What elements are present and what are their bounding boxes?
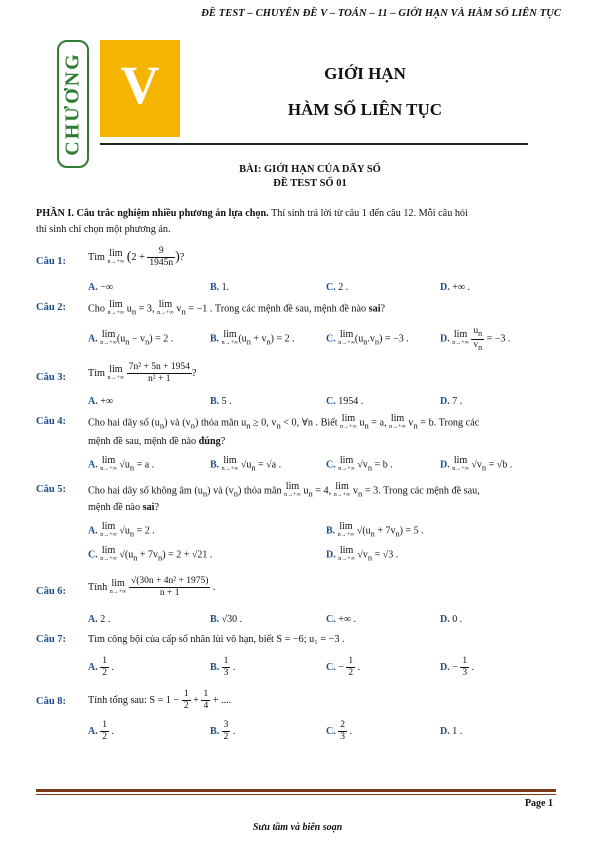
q1-opt-d[interactable]: D. +∞ . [440,282,471,293]
q8-opt-c[interactable]: C. $\frac{2}{3}$ . [326,720,352,742]
title-rule [100,143,528,145]
chapter-badge [57,40,89,168]
q5-opt-a[interactable]: A. lim n→+∞ $√u_n = 2$ . [88,521,155,539]
q2-opt-c[interactable]: C. lim n→+∞ $(u_n.v_n) = -3$ . [326,329,409,347]
q3-opt-a[interactable]: A. +∞ [88,396,114,407]
q7-text: Tìm công bội của cấp số nhân lùi vô hạn, biết S = −6; u₁ = −3 . [88,634,345,645]
q6-opt-a[interactable]: A. 2 . [88,614,111,625]
chapter-title-2: HÀM SỐ LIÊN TỤC [287,100,443,119]
page-number: Page 1 [524,798,553,809]
q5-opt-b[interactable]: B. lim n→+∞ $√(u_n + 7v_n) = 5$ . [326,521,424,539]
q2-opt-a[interactable]: A. lim n→+∞ $(u_n - v_n) = 2$ . [88,329,174,347]
q3-opt-c[interactable]: C. 1954 . [326,396,364,407]
q7-opt-b[interactable]: B. $\frac{1}{3}$ . [210,656,236,678]
q2-opt-d[interactable]: D. lim n→+∞ $\frac{u_n}{v_n}$ = −3 . [440,326,511,352]
q2-label: Câu 2: [36,302,67,313]
q8-label: Câu 8: [36,696,67,707]
q6-label: Câu 6: [36,586,67,597]
chapter-number-box [100,40,180,137]
chapter-number: V [120,55,160,115]
q4-opt-a[interactable]: A. lim n→+∞ $√u_n = a$ . [88,455,155,473]
q1-opt-c[interactable]: C. 2 . [326,282,349,293]
q3-text: Tìm lim n→+∞ $\frac{\text{7n² + 5n + 1954}}{\text{n² + 1}}$ ? [88,362,197,384]
q4-opt-b[interactable]: B. lim n→+∞ $√u_n = √a$ . [210,455,282,473]
q1-opt-b[interactable]: B. 1. [210,282,230,293]
page-header: ĐỀ TEST – CHUYÊN ĐỀ V – TOÁN – 11 – GIỚI HẠN VÀ HÀM SỐ LIÊN TỤC [201,8,561,19]
q4-line2: mệnh đề sau, mệnh đề nào đúng? [88,436,226,447]
q1-label: Câu 1: [36,256,67,267]
q1-frac: $\frac{9}{1945n}$ [149,246,174,268]
chapter-word: CHƯƠNG [61,52,84,156]
q5-line2: mệnh đề nào sai? [88,502,160,513]
q4-opt-c[interactable]: C. lim n→+∞ $√v_n = b$ . [326,455,393,473]
q1-text: Tìm lim n→+∞ (2 + $\frac{9}{1945n}$ )? [88,246,185,268]
q6-opt-d[interactable]: D. 0 . [440,614,463,625]
lesson-title: BÀI: GIỚI HẠN CỦA DÃY SỐ [239,164,381,175]
q4-opt-d[interactable]: D. lim n→+∞ $√v_n = √b$ . [440,455,513,473]
q3-opt-b[interactable]: B. 5 . [210,396,232,407]
q6-opt-c[interactable]: C. +∞ . [326,614,357,625]
q8-opt-d[interactable]: D. 1 . [440,726,463,737]
q8-text: Tính tổng sau: S = 1 − $\frac{1}{2}$ + $\frac{1}{4}$ + .... [88,689,232,711]
q1-lim: lim n→+∞ [107,247,125,265]
q8-opt-b[interactable]: B. $\frac{3}{2}$ . [210,720,236,742]
q7-opt-a[interactable]: A. $\frac{1}{2}$ . [88,656,114,678]
q7-label: Câu 7: [36,634,67,645]
q2-text: Cho lim n→+∞ $u_n = 3$, lim n→+∞ $v_n = -1$ . Trong các mệnh đề sau, mệnh đề nào sai? [88,299,386,317]
q4-text: Cho hai dãy số $(u_n)$ và $(v_n)$ thỏa mãn $u_n \ge 0$, $v_n < 0$, ∀n . Biết lim n→+∞ $u_n = a$, lim n→+∞ $v_n = b$. Trong các [88,413,480,431]
q5-opt-d[interactable]: D. lim n→+∞ $√v_n = √3$ . [326,545,399,563]
q8-opt-a[interactable]: A. $\frac{1}{2}$ . [88,720,114,742]
q6-opt-b[interactable]: B. √30 . [210,614,243,625]
q5-text: Cho hai dãy số không âm $(u_n)$ và $(v_n)$ thỏa mãn lim n→+∞ $u_n = 4$, lim n→+∞ $v_n = 3$. Trong các mệnh đề sau, [88,481,480,499]
chapter-title-1: GIỚI HẠN [324,64,406,83]
part-heading: PHẦN I. Câu trắc nghiệm nhiều phương án lựa chọn. [36,208,269,219]
part-instructions [36,206,556,238]
q3-opt-d[interactable]: D. 7 . [440,396,463,407]
q3-label: Câu 3: [36,372,67,383]
test-title: ĐỀ TEST SỐ 01 [273,178,347,189]
q5-label: Câu 5: [36,484,67,495]
q4-label: Câu 4: [36,416,67,427]
q1-opt-a[interactable]: A. −∞ [88,282,114,293]
q6-text: Tính lim n→+∞ $\frac{\text{√(30n + 4n² + 1975)}}{n + 1}$ . [88,576,216,598]
footer-rule-thin [36,794,556,795]
part-line2: thí sinh chỉ chọn một phương án. [36,224,171,235]
footer-credit: Sưu tầm và biên soạn [252,822,343,833]
q5-opt-c[interactable]: C. lim n→+∞ $√(u_n + 7v_n) = 2 + √21$ . [88,545,213,563]
q7-opt-c[interactable]: C. − $\frac{1}{2}$ . [326,656,361,678]
q7-opt-d[interactable]: D. − $\frac{1}{3}$ . [440,656,475,678]
part-rest: Thí sinh trả lời từ câu 1 đến câu 12. Mỗi câu hỏi [268,208,468,219]
footer-rule-thick [36,789,556,792]
q1-pre: Tìm [88,251,105,263]
q2-opt-b[interactable]: B. lim n→+∞ $(u_n + v_n) = 2$ . [210,329,295,347]
